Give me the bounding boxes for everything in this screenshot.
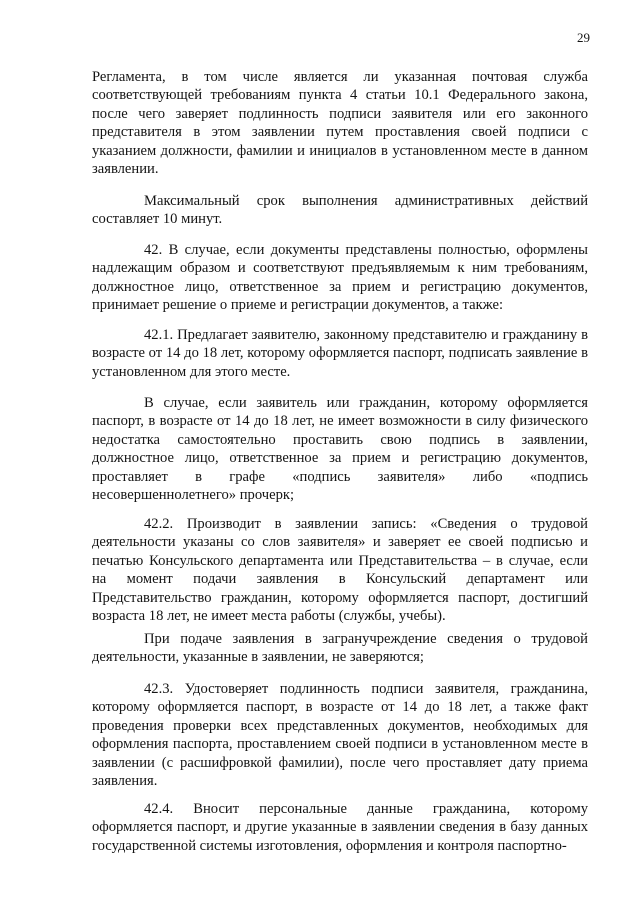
paragraph-42-3: 42.3. Удостоверяет подлинность подписи заявителя, гражданина, которому оформляется паспорт, в возрасте от 14 до 18 лет, а также факт проведения проверки всех представленных документов, необходимых для оформления паспорта, проставлением своей подписи в установленном месте в заявлении (с расшифровкой фамилии), после чего проставляет дату приема заявления. [92, 681, 588, 790]
paragraph-signature-exception: В случае, если заявитель или гражданин, которому оформляется паспорт, в возрасте от 14 до 18 лет, не имеет возможности в силу физического недостатка самостоятельно проставить свою подпись в заявлении, должностное лицо, ответственное за прием и регистрацию документов, проставляет в графе «подпись заявителя» либо «подпись несовершеннолетнего» прочерк; [92, 395, 588, 504]
paragraph-embassy-note: При подаче заявления в загранучреждение сведения о трудовой деятельности, указанные в заявлении, не заверяются; [92, 631, 588, 666]
paragraph-regulation-continuation: Регламента, в том числе является ли указанная почтовая служба соответствующей требованиям пункта 4 статьи 10.1 Федерального закона, после чего заверяет подлинность подписи заявителя или его законного представителя в этом заявлении путем проставления своей подписи с указанием должности, фамилии и инициалов в установленном месте в данном заявлении. [92, 69, 588, 178]
paragraph-max-time: Максимальный срок выполнения административных действий составляет 10 минут. [92, 193, 588, 228]
paragraph-42-1: 42.1. Предлагает заявителю, законному представителю и гражданину в возрасте от 14 до 18 лет, которому оформляется паспорт, подписать заявление в установленном для этого месте. [92, 327, 588, 380]
page-number: 29 [577, 30, 590, 45]
paragraph-42: 42. В случае, если документы представлены полностью, оформлены надлежащим образом и соответствуют предъявляемым к ним требованиям, должностное лицо, ответственное за прием и регистрацию документов, принимает решение о приеме и регистрации документов, а также: [92, 242, 588, 314]
paragraph-42-4: 42.4. Вносит персональные данные гражданина, которому оформляется паспорт, и другие указанные в заявлении сведения в базу данных государственной системы изготовления, оформления и контроля паспортно- [92, 801, 588, 854]
paragraph-42-2: 42.2. Производит в заявлении запись: «Сведения о трудовой деятельности указаны со слов заявителя» и заверяет ее своей подписью и печатью Консульского департамента или Представительства – в случае, если на момент подачи заявления в Консульский департамент или Представительство гражданин, которому оформляется паспорт, достигший возраста 18 лет, не имеет места работы (службы, учебы). [92, 516, 588, 625]
